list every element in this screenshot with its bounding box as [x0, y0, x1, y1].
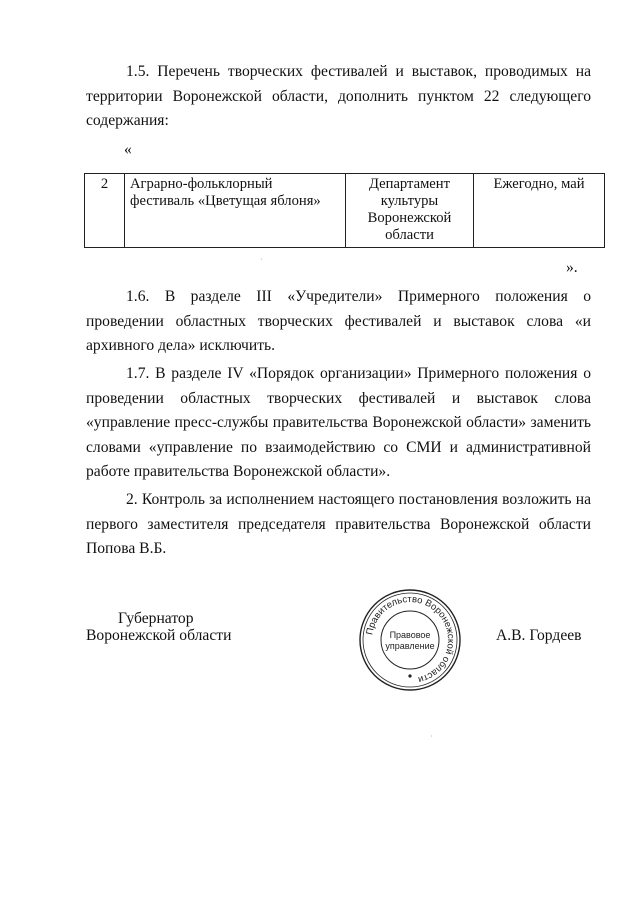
stamp-center-line1: Правовое [389, 630, 431, 640]
official-stamp [358, 588, 462, 692]
stamp-center-line2: управление [385, 641, 435, 651]
festival-table [84, 173, 605, 248]
festival-name: Аграрно-фольклорный фестиваль «Цветущая яблоня» [125, 174, 346, 248]
festival-period: Ежегодно, май [474, 174, 605, 248]
signatory-name: А.В. Гордеев [496, 627, 582, 644]
opening-quote: « [124, 141, 132, 158]
signatory-position-line1: Губернатор [118, 610, 194, 627]
stamp-ring-text: Правительство Воронежской области [364, 593, 457, 686]
paragraph-1-6: 1.6. В разделе III «Учредители» Примерного положения о проведении областных творческих фестивалей и выставок слова «и архивного дела» исключить. [86, 288, 591, 354]
closing-quote: ». [566, 259, 578, 276]
signatory-position-line2: Воронежской области [86, 627, 232, 644]
table-row [85, 174, 605, 248]
scan-speck: · [430, 732, 433, 741]
paragraph-1-7: 1.7. В разделе IV «Порядок организации» Примерного положения о проведении областных творческих фестивалей и выставок слова «управление пресс-службы правительства Воронежской области» заменить словами «управление по взаимодействию со СМИ и административной работе правительства Воронежской области». [86, 365, 591, 480]
row-number: 2 [85, 174, 125, 248]
organizer-department: Департамент культуры Воронежской области [346, 174, 474, 248]
paragraph-1-5: 1.5. Перечень творческих фестивалей и выставок, проводимых на территории Воронежской области, дополнить пунктом 22 следующего содержания: [86, 63, 591, 129]
paragraph-2: 2. Контроль за исполнением настоящего постановления возложить на первого заместителя председателя правительства Воронежской области Попова В.Б. [86, 491, 591, 557]
scan-speck: · [260, 255, 263, 264]
